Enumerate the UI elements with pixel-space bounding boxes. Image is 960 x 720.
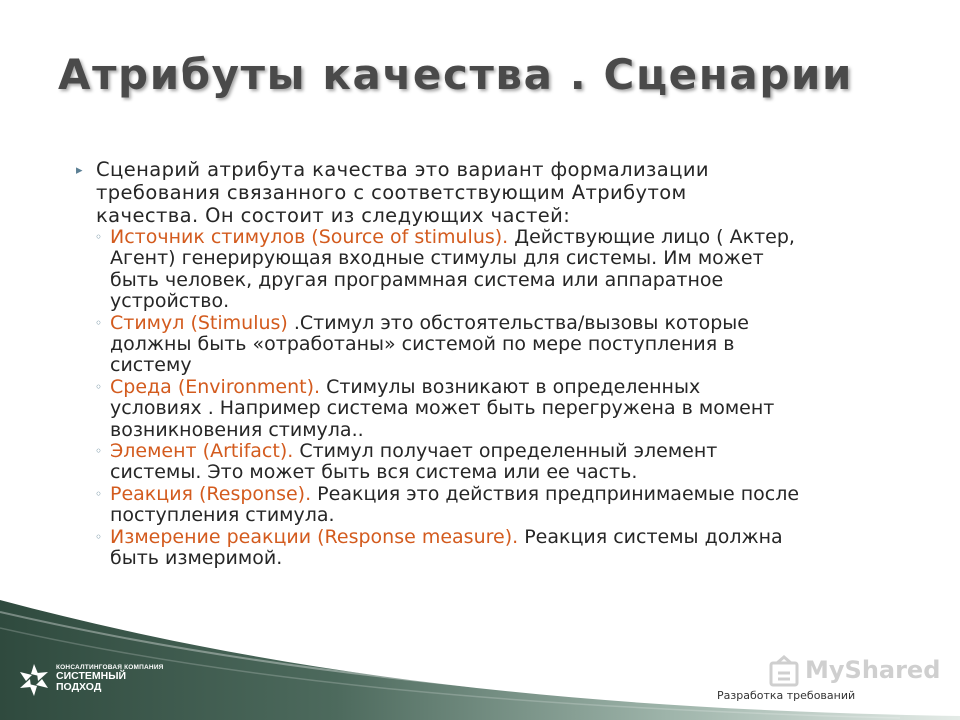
slide-title: Атрибуты качества . Сценарии xyxy=(58,50,854,99)
item-term: Измерение реакции (Response measure). xyxy=(110,525,519,548)
slide-content xyxy=(76,158,912,570)
item-desc: Действующие лицо ( Актер, Агент) генерирующая входные стимулы для системы. Им может быть человек, другая программная система или аппаратное устройство. xyxy=(110,226,795,313)
item-desc: Стимулы возникают в определенных условиях . Например система может быть перегружена в момент возникновения стимула.. xyxy=(110,375,775,441)
list-item xyxy=(82,313,912,377)
logo-caption: КОНСАЛТИНГОВАЯ КОМПАНИЯ xyxy=(56,664,164,671)
item-term: Стимул (Stimulus) xyxy=(110,311,288,334)
item-desc: Реакция системы должна быть измеримой. xyxy=(110,525,783,570)
sub-bullet-list xyxy=(82,227,912,570)
item-term: Реакция (Response). xyxy=(110,482,312,505)
list-item xyxy=(82,441,912,484)
item-desc: Реакция это действия предпринимаемые после поступления стимула. xyxy=(110,482,800,527)
circle-bullet-icon: ◦ xyxy=(95,379,103,394)
intro-text: Сценарий атрибута качества это вариант формализации требования связанного с соответствующим Атрибутом качества. Он состоит из следующих частей: xyxy=(96,158,709,227)
circle-bullet-icon: ◦ xyxy=(95,444,103,459)
list-item xyxy=(82,484,912,527)
circle-bullet-icon: ◦ xyxy=(95,529,103,544)
company-logo-text xyxy=(56,664,164,693)
main-bullet xyxy=(76,158,912,227)
item-term: Источник стимулов (Source of stimulus). xyxy=(110,226,509,248)
list-item xyxy=(82,227,912,313)
circle-bullet-icon: ◦ xyxy=(95,486,103,501)
circle-bullet-icon: ◦ xyxy=(95,230,103,244)
footer-text: Разработка требований xyxy=(717,689,856,702)
logo-line-2: ПОДХОД xyxy=(56,681,102,693)
circle-bullet-icon: ◦ xyxy=(95,315,103,330)
list-item xyxy=(82,527,912,570)
item-desc: .Стимул это обстоятельства/вызовы которые должны быть «отработаны» системой по мере поступления в систему xyxy=(110,311,749,377)
watermark-text: MyShared xyxy=(805,656,941,684)
triangle-bullet-icon: ▸ xyxy=(76,163,83,178)
list-item xyxy=(82,377,912,441)
item-term: Элемент (Artifact). xyxy=(110,440,294,463)
item-term: Среда (Environment). xyxy=(110,375,321,398)
item-desc: Стимул получает определенный элемент системы. Это может быть вся система или ее часть. xyxy=(110,440,718,484)
logo-line-1: СИСТЕМНЫЙ xyxy=(56,670,127,682)
